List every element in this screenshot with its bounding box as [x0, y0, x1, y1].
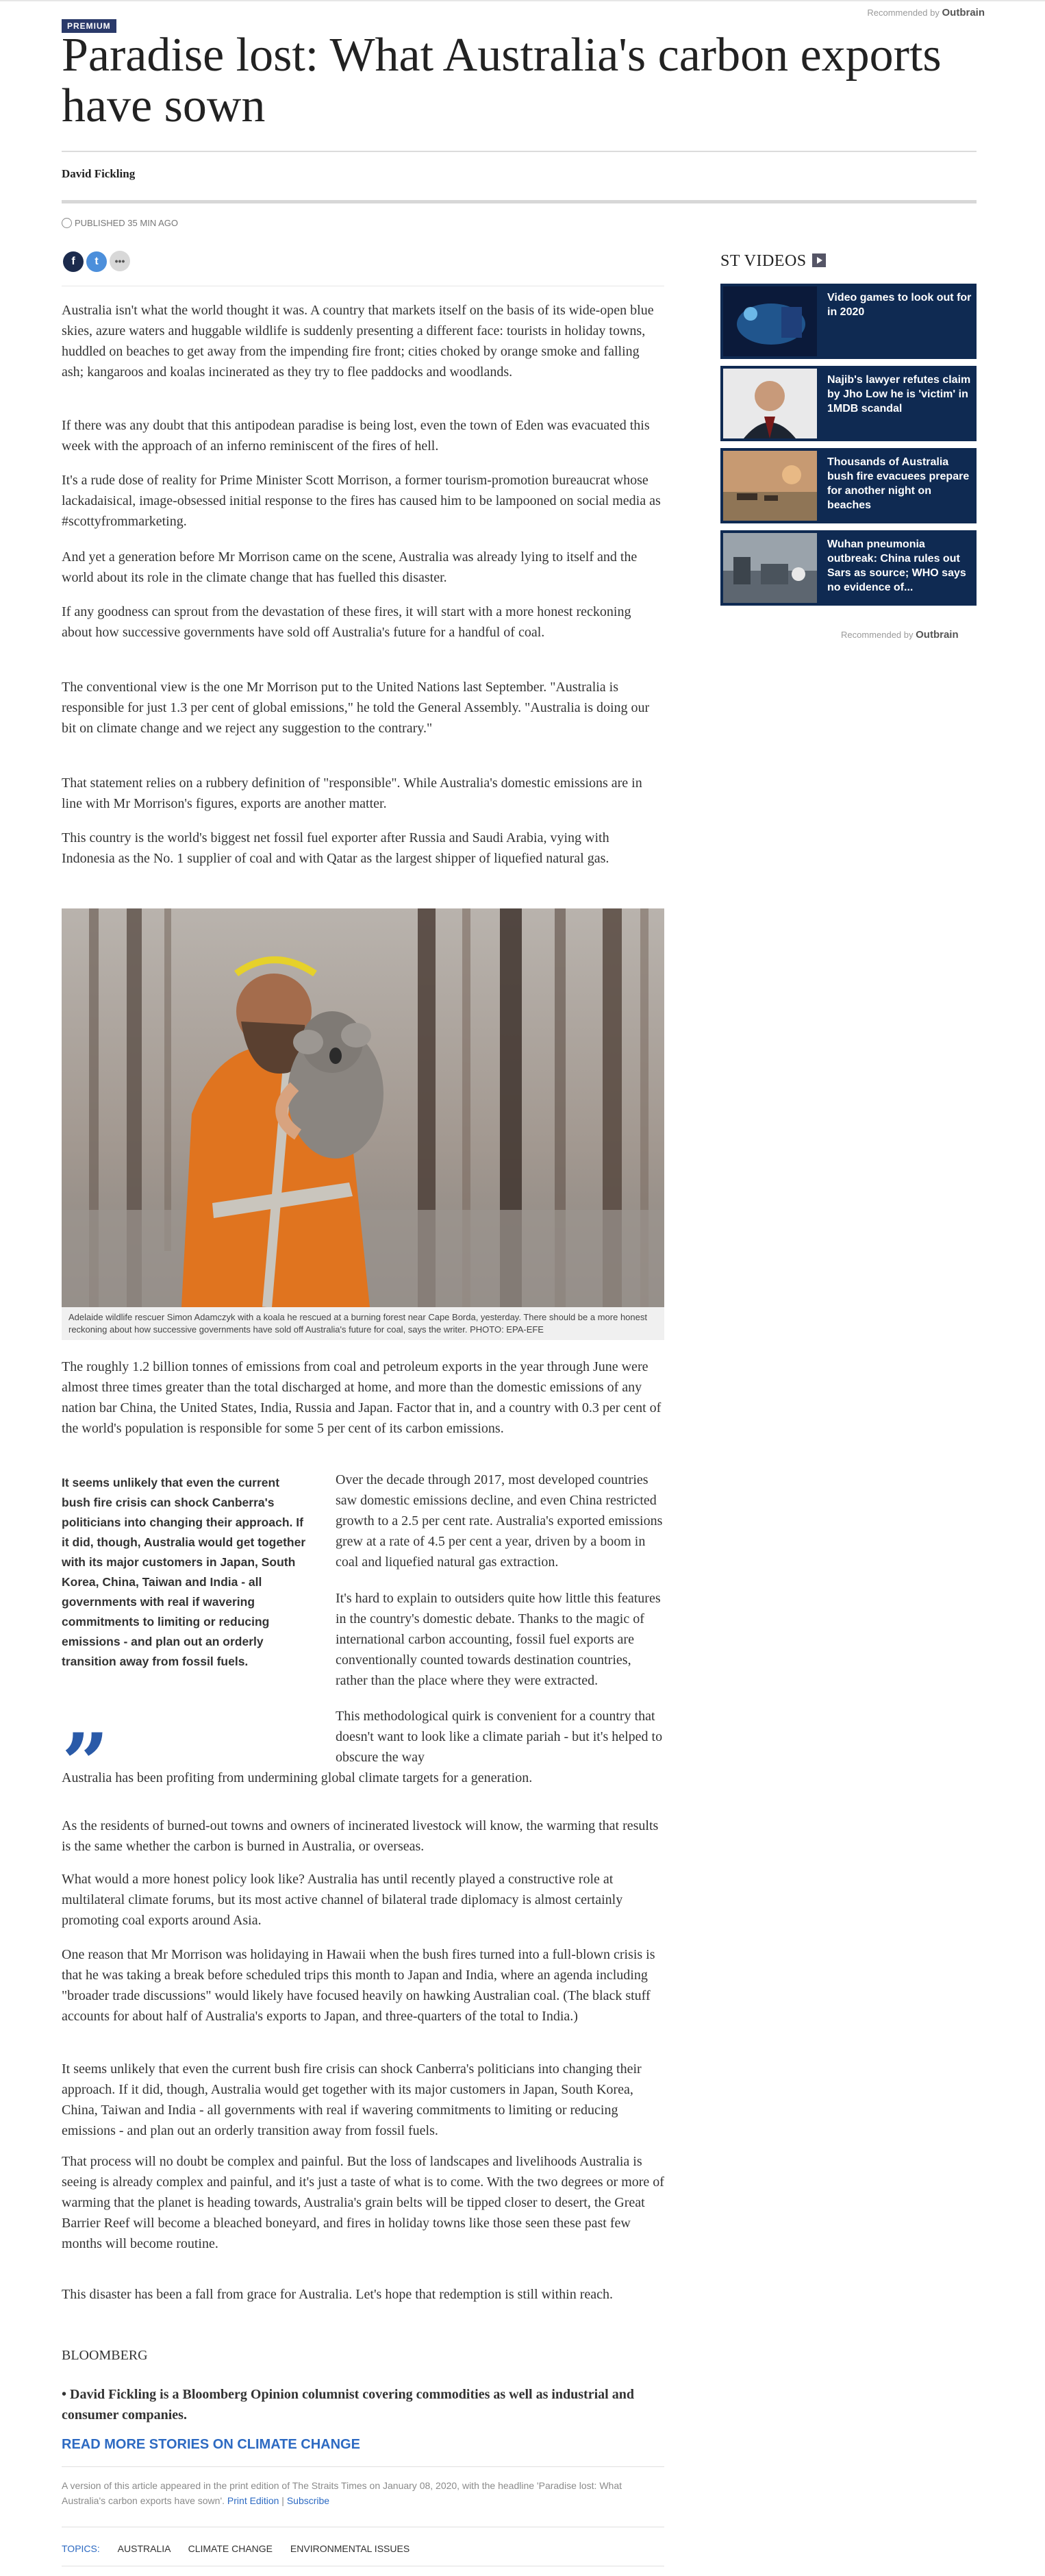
- article-paragraph: What would a more honest policy look like? Australia has until recently played a constructive role at multilateral climate forums, but its most active channel of bilateral trade diplomacy is almost certainly promoting coal exports around Asia.: [62, 1872, 623, 1928]
- share-bar: [63, 251, 133, 272]
- article-paragraph: It seems unlikely that even the current bush fire crisis can shock Canberra's politicians into changing their approach. If it did, though, Australia would get together with its major customers in Japan, South Korea, China, Taiwan and India - all governments with real if wavering commitments to limiting or reducing emissions - and plan out an orderly transition away from fossil fuels.: [62, 2061, 642, 2138]
- article-paragraph: As the residents of burned-out towns and owners of incinerated livestock will know, the warming that results is the same whether the carbon is burned in Australia, or overseas.: [62, 1818, 659, 1854]
- recommended-label: Recommended by: [867, 8, 940, 18]
- twitter-share-icon[interactable]: t: [86, 251, 107, 272]
- st-videos-heading[interactable]: [720, 252, 977, 271]
- published-label: PUBLISHED 35 MIN AGO: [75, 218, 178, 228]
- video-thumbnail: [723, 533, 817, 603]
- premium-badge: PREMIUM: [62, 19, 116, 33]
- video-card[interactable]: [720, 366, 977, 441]
- video-card[interactable]: [720, 448, 977, 523]
- top-divider: [0, 0, 1045, 1]
- print-edition-link[interactable]: Print Edition: [227, 2495, 279, 2506]
- subscribe-link[interactable]: Subscribe: [286, 2495, 330, 2506]
- st-videos-sidebar: [720, 252, 977, 593]
- article-paragraph: One reason that Mr Morrison was holidaying in Hawaii when the bush fires turned into a full-blown crisis is that he was taking a break before scheduled trips this month to Japan and India, where an agenda including "broader trade discussions" would likely have focused heavily on hawking Australian coal. (The black stuff accounts for about half of Australia's exports to Japan, and three-quarters of the total to India.): [62, 1947, 655, 2024]
- footer-divider: [62, 2466, 664, 2467]
- print-edition-note: [62, 2478, 664, 2508]
- topic-tag-environmental-issues[interactable]: ENVIRONMENTAL ISSUES: [290, 2543, 410, 2554]
- article-title: Paradise lost: What Australia's carbon exports have sown: [62, 29, 942, 132]
- recommended-label: Recommended by: [841, 630, 914, 640]
- topic-tag-australia[interactable]: AUSTRALIA: [117, 2543, 171, 2554]
- play-icon: [812, 253, 826, 267]
- read-more-link[interactable]: READ MORE STORIES ON CLIMATE CHANGE: [62, 2437, 360, 2452]
- quote-icon: ”: [62, 1716, 110, 1812]
- outbrain-recommended-top[interactable]: [867, 7, 985, 18]
- article-paragraph: That process will no doubt be complex and painful. But the loss of landscapes and livelihoods Australia is seeing is already complex and painful, and it's just a taste of what is to come. With the two degrees or more of warming that the planet is heading towards, Australia's grain belts will be tipped closer to desert, the Great Barrier Reef will become a bleached boneyard, and fires in holiday towns like those seen these past few months will become routine.: [62, 2154, 664, 2251]
- video-card[interactable]: [720, 284, 977, 359]
- article-paragraph: It's hard to explain to outsiders quite how little this features in the country's domestic debate. Thanks to the magic of international carbon accounting, fossil fuel exports are conventionally counted towards destination countries, rather than the place where they were extracted.: [336, 1591, 661, 1688]
- print-note-text: A version of this article appeared in the print edition of The Straits Times on January 08, 2020, with the headline 'Paradise lost: What Australia's carbon exports have sown'.: [62, 2480, 622, 2506]
- outbrain-logo: Outbrain: [916, 629, 959, 641]
- pull-quote: It seems unlikely that even the current bush fire crisis can shock Canberra's politicians into changing their approach. If it did, though, Australia would get together with its major customers in Japan, South Korea, China, Taiwan and India - all governments with real if wavering commitments to limiting or reducing emissions - and plan out an orderly transition away from fossil fuels.: [62, 1476, 306, 1668]
- article-paragraph: This methodological quirk is convenient for a country that doesn't want to look like a climate pariah - but it's helped to obscure the way: [336, 1709, 663, 1765]
- article-paragraph: If there was any doubt that this antipodean paradise is being lost, even the town of Eden was evacuated this week with the approach of an inferno reminiscent of the fires of hell.: [62, 418, 650, 454]
- st-videos-title: ST VIDEOS: [720, 252, 807, 270]
- video-title: Video games to look out for in 2020: [827, 292, 972, 318]
- topic-tag-climate-change[interactable]: CLIMATE CHANGE: [188, 2543, 273, 2554]
- clock-icon: [62, 218, 72, 228]
- outbrain-logo: Outbrain: [942, 7, 985, 18]
- video-title: Najib's lawyer refutes claim by Jho Low he is 'victim' in 1MDB scandal: [827, 374, 971, 414]
- video-thumbnail: [723, 369, 817, 438]
- topics-bar: [62, 2543, 410, 2554]
- article-paragraph: The conventional view is the one Mr Morrison put to the United Nations last September. "Australia is responsible for just 1.3 per cent of global emissions," he told the General Assembly. "Australia is doing our bit on climate change and we reject any suggestion to the contrary.": [62, 680, 650, 736]
- published-time: [62, 218, 178, 228]
- topics-label: TOPICS:: [62, 2543, 100, 2554]
- koala-rescue-photo: [62, 908, 664, 1307]
- article-paragraph: And yet a generation before Mr Morrison came on the scene, Australia was already lying to itself and the world about its role in the climate change that has fuelled this disaster.: [62, 549, 638, 585]
- article-paragraph: The roughly 1.2 billion tonnes of emissions from coal and petroleum exports in the year through June were almost three times greater than the total discharged at home, and more than the domestic emissions of any nation bar China, the United States, India, Russia and Japan. Factor that in, and a country with 0.3 per cent of the world's population is responsible for some 5 per cent of its carbon emissions.: [62, 1359, 662, 1436]
- outbrain-recommended-side[interactable]: [841, 629, 959, 641]
- photo-caption: Adelaide wildlife rescuer Simon Adamczyk with a koala he rescued at a burning forest near Cape Borda, yesterday. There should be a more honest reckoning about how successive governments have sold off Australia's future for coal, says the writer. PHOTO: EPA-EFE: [62, 1307, 664, 1340]
- link-separator: |: [281, 2495, 284, 2506]
- author-name[interactable]: David Fickling: [62, 167, 136, 180]
- video-title: Wuhan pneumonia outbreak: China rules out Sars as source; WHO says no evidence of...: [827, 538, 966, 593]
- video-thumbnail: [723, 451, 817, 521]
- article-paragraph: Australia isn't what the world thought it was. A country that markets itself on the basis of its wide-open blue skies, azure waters and huggable wildlife is suddenly presenting a different face: tourists in holiday towns, huddled on beaches to get away from the impending fire front; cities choked by orange smoke and falling ash; kangaroos and koalas incinerated as they try to flee paddocks and woodlands.: [62, 303, 654, 380]
- article-paragraph: Over the decade through 2017, most developed countries saw domestic emissions decline, and even China restricted growth to a 2.5 per cent rate. Australia's exported emissions grew at a rate of 4.5 per cent a year, driven by a boom in coal and liquefied natural gas extraction.: [336, 1472, 663, 1570]
- more-share-icon[interactable]: •••: [110, 251, 130, 271]
- byline-divider: [62, 200, 977, 203]
- article-paragraph: This disaster has been a fall from grace for Australia. Let's hope that redemption is still within reach.: [62, 2287, 614, 2302]
- article-paragraph: That statement relies on a rubbery definition of "responsible". While Australia's domestic emissions are in line with Mr Morrison's figures, exports are another matter.: [62, 776, 642, 811]
- article-paragraph: If any goodness can sprout from the devastation of these fires, it will start with a more honest reckoning about how successive governments have sold off Australia's future for a handful of coal.: [62, 604, 631, 640]
- article-paragraph: It's a rude dose of reality for Prime Minister Scott Morrison, a former tourism-promotion bureaucrat whose lackadaisical, image-obsessed initial response to the fires has caused him to be lampooned on social media as #scottyfrommarketing.: [62, 473, 661, 529]
- facebook-share-icon[interactable]: f: [63, 251, 84, 272]
- video-card[interactable]: [720, 530, 977, 606]
- author-bio: • David Fickling is a Bloomberg Opinion columnist covering commodities as well as industrial and consumer companies.: [62, 2387, 634, 2423]
- video-thumbnail: [723, 286, 817, 356]
- article-source: BLOOMBERG: [62, 2348, 148, 2363]
- video-title: Thousands of Australia bush fire evacuees prepare for another night on beaches: [827, 456, 970, 511]
- article-paragraph: This country is the world's biggest net fossil fuel exporter after Russia and Saudi Arabia, vying with Indonesia as the No. 1 supplier of coal and with Qatar as the largest shipper of liquefied natural gas.: [62, 830, 609, 866]
- article-paragraph: Australia has been profiting from undermining global climate targets for a generation.: [62, 1770, 533, 1785]
- title-divider: [62, 151, 977, 152]
